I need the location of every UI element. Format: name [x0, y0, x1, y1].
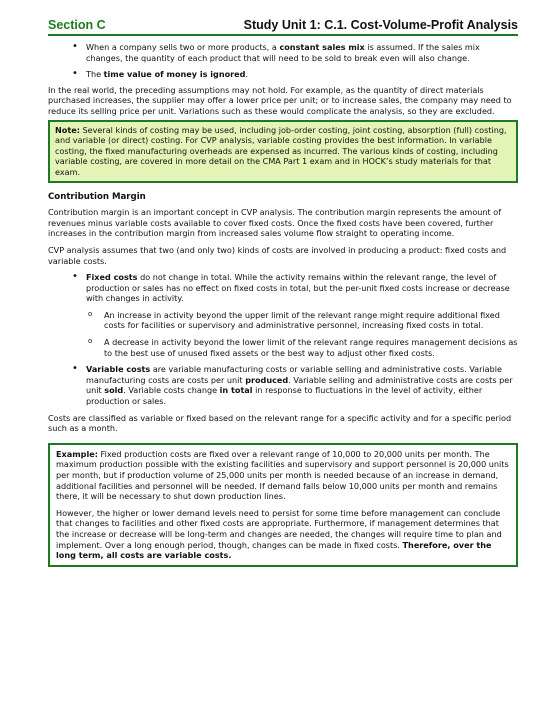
list-item: • The time value of money is ignored. — [48, 69, 518, 80]
example-box — [48, 443, 518, 567]
assumption-list — [48, 42, 518, 80]
list-item-variable-costs: • Variable costs are variable manufacturing costs or variable selling and administrative costs. Variable manufacturing costs are costs per unit produced. Variable selling and administrative costs are costs per unit sold. Variable costs change in total in response to fluctuations in the level of activity, either production or sales. — [48, 364, 518, 406]
sub-list — [86, 310, 518, 358]
sub-list-item: o A decrease in activity beyond the lower limit of the relevant range requires management decisions as to the best use of unused fixed assets or the best way to adjust other fixed costs. — [86, 337, 518, 358]
paragraph: CVP analysis assumes that two (and only two) kinds of costs are involved in producing a product: fixed costs and variable costs. — [48, 244, 507, 266]
example-paragraph: Example: Fixed production costs are fixed over a relevant range of 10,000 to 20,000 units per month. The maximum production possible with the existing facilities and supervisory and support personnel is 20,000 units per month, but if production volume of 25,000 units per month is needed because of an increase in demand, additional facilities and personnel will be needed. If demand falls below 10,000 units per month and remains there, it will be necessary to shut down production lines. — [56, 448, 509, 502]
list-item-fixed-costs: • Fixed costs do not change in total. While the activity remains within the relevant range, the level of production or sales has no effect on fixed costs in total, but the per-unit fixed costs increase or decrease with changes in activity. o An increase in activity beyond the upper limit of the relevant range might require additional fixed costs for facilities or supervisory and administrative personnel, increasing fixed costs in total. o A decrease in activity beyond the lower limit of the relevant range requires management decisions as to the best use of unused fixed assets or the best way to adjust other fixed costs. — [48, 272, 518, 358]
unit-title: Study Unit 1: C.1. Cost-Volume-Profit Analysis — [243, 18, 518, 32]
paragraph: In the real world, the preceding assumptions may not hold. For example, as the quantity of direct materials purchased increases, the supplier may offer a lower price per unit; or to increase sales, the company may need to reduce its selling price per unit. Variations such as these would complicate the analysis, so they are excluded. — [48, 84, 512, 116]
list-item: • When a company sells two or more products, a constant sales mix is assumed. If the sales mix changes, the quantity of each product that will need to be sold to break even will also change. — [48, 42, 518, 63]
paragraph: Contribution margin is an important concept in CVP analysis. The contribution margin represents the amount of revenues minus variable costs available to cover fixed costs. Once the fixed costs have been covered, further increases in the contribution margin from increased sales volume flow straight to operating income. — [48, 207, 502, 239]
paragraph: Costs are classified as variable or fixed based on the relevant range for a specific activity and for a specific period such as a month. — [48, 412, 512, 434]
cost-type-list — [48, 272, 518, 407]
note-box: Note: Several kinds of costing may be used, including job-order costing, joint costing, absorption (full) costing, and variable (or direct) costing. For CVP analysis, variable costing provides the best information. In variable costing, the fixed manufacturing overheads are expensed as incurred. The various kinds of costing, including variable costing, are covered in more detail on the CMA Part 1 exam and in HOCK’s study materials for that exam. — [48, 120, 518, 183]
section-label: Section C — [48, 18, 106, 32]
page-header — [48, 18, 518, 36]
note-label: Note: — [55, 124, 80, 135]
example-label: Example: — [56, 448, 98, 459]
sub-list-item: o An increase in activity beyond the upper limit of the relevant range might require additional fixed costs for facilities or supervisory and administrative personnel, increasing fixed costs in total. — [86, 310, 518, 331]
section-heading: Contribution Margin — [48, 191, 146, 202]
example-paragraph: However, the higher or lower demand levels need to persist for some time before management can conclude that changes to facilities and other fixed costs are appropriate. Furthermore, if management determines that the increase or decrease will be long-term and changes are needed, the changes will require time to plan and implement. Over a long enough period, though, changes can be made in fixed costs. Therefore, over the long term, all costs are variable costs. — [56, 507, 502, 561]
